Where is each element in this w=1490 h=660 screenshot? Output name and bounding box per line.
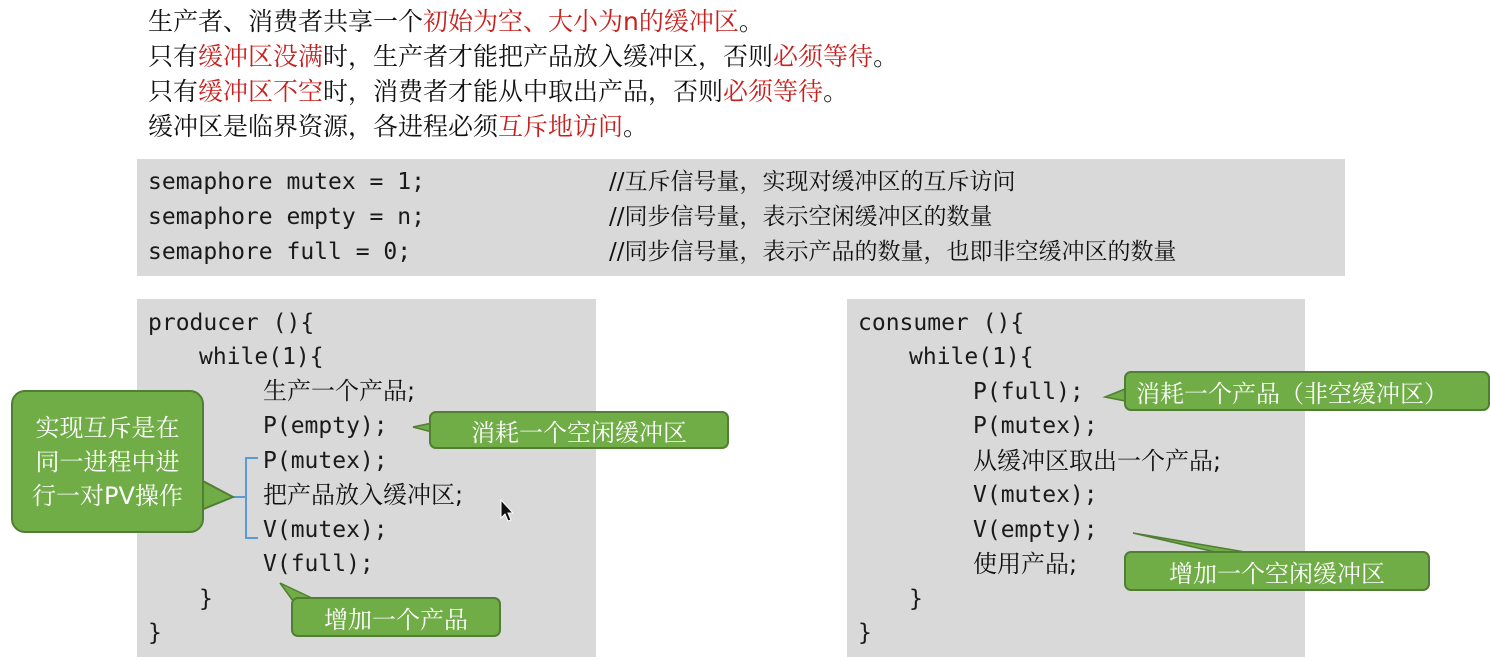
decl-code: semaphore mutex = 1;	[148, 169, 425, 195]
code-line: V(empty);	[973, 517, 1098, 543]
code-line: V(mutex);	[263, 517, 388, 543]
callout-tail	[201, 480, 233, 510]
code-line: }	[148, 620, 162, 646]
code-line: }	[199, 586, 213, 612]
callout-tail	[1133, 533, 1245, 552]
text: 只有	[148, 77, 199, 106]
decl-comment: //互斥信号量，实现对缓冲区的互斥访问	[609, 169, 1016, 195]
code-line: 使用产品;	[973, 550, 1078, 578]
mouse-cursor-icon	[501, 500, 513, 521]
text: 生产者、消费者共享一个	[148, 7, 424, 36]
callout-add-empty: 增加一个空闲缓冲区	[1124, 551, 1430, 591]
text: 时，生产者才能把产品放入缓冲区，否则	[323, 42, 774, 71]
text: 。	[738, 7, 764, 36]
code-line: V(mutex);	[973, 482, 1098, 508]
code-line: while(1){	[199, 344, 324, 370]
code-line: V(full);	[263, 551, 374, 577]
highlight-text: 缓冲区不空	[198, 77, 324, 106]
code-line: 生产一个产品;	[263, 377, 416, 405]
code-line: 从缓冲区取出一个产品;	[973, 447, 1222, 475]
text: 。	[623, 112, 649, 141]
code-line: P(mutex);	[973, 413, 1098, 439]
code-line: 把产品放入缓冲区;	[263, 481, 464, 509]
code-line: producer (){	[148, 310, 315, 336]
highlight-text: 必须等待	[723, 77, 824, 106]
callout-mutex-pair: 实现互斥是在同一进程中进行一对PV操作	[11, 390, 204, 533]
decl-comment: //同步信号量，表示空闲缓冲区的数量	[609, 204, 993, 230]
highlight-text: 互斥地访问	[498, 112, 624, 141]
bracket-connector	[246, 458, 258, 538]
code-line: P(mutex);	[263, 448, 388, 474]
decl-code: semaphore full = 0;	[148, 239, 412, 265]
callout-add-product: 增加一个产品	[291, 597, 501, 637]
code-line: }	[858, 620, 872, 646]
callout-consume-product: 消耗一个产品（非空缓冲区）	[1124, 371, 1490, 411]
code-line: consumer (){	[858, 310, 1025, 336]
decl-comment: //同步信号量，表示产品的数量，也即非空缓冲区的数量	[609, 239, 1177, 265]
text: 缓冲区是临界资源，各进程必须	[148, 112, 499, 141]
text: 。	[873, 42, 899, 71]
code-line: P(full);	[973, 379, 1084, 405]
code-line: }	[909, 586, 923, 612]
highlight-text: 初始为空、大小为n的缓冲区	[423, 7, 739, 36]
highlight-text: 缓冲区没满	[198, 42, 324, 71]
code-line: P(empty);	[263, 413, 388, 439]
text: 。	[823, 77, 849, 106]
decl-code: semaphore empty = n;	[148, 204, 425, 230]
code-line: while(1){	[909, 344, 1034, 370]
text: 只有	[148, 42, 199, 71]
highlight-text: 必须等待	[773, 42, 874, 71]
callout-consume-empty: 消耗一个空闲缓冲区	[429, 411, 729, 449]
text: 时，消费者才能从中取出产品，否则	[323, 77, 724, 106]
